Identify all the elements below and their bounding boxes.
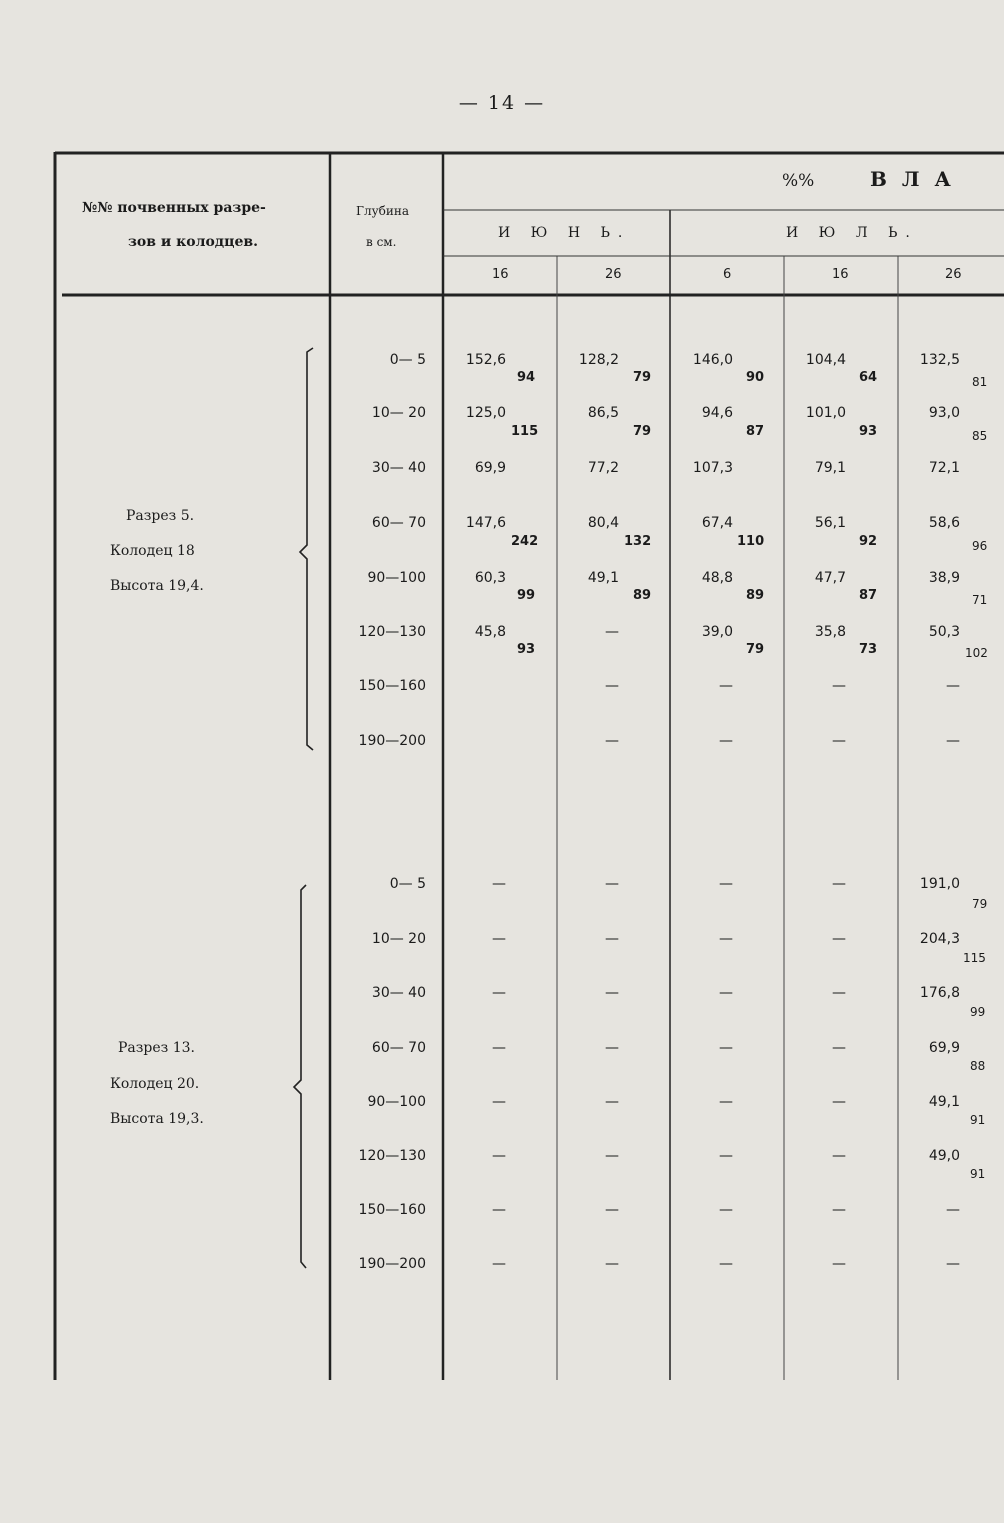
header-date: 16: [832, 267, 849, 282]
value-cell: —: [719, 931, 733, 947]
value-cell: 79,1: [814, 460, 846, 476]
sub-value: 73: [859, 642, 878, 657]
value-cell: 204,3: [919, 931, 960, 947]
depth-cell: 10— 20: [371, 931, 426, 947]
page-number: — 14 —: [458, 92, 546, 114]
depth-cell: 0— 5: [389, 876, 426, 892]
sub-value: 85: [972, 429, 988, 443]
value-cell: —: [605, 624, 619, 640]
value-cell: —: [832, 733, 846, 749]
sub-value: 96: [972, 539, 988, 553]
value-cell: —: [605, 931, 619, 947]
sub-value: 81: [972, 375, 988, 389]
value-cell: —: [492, 985, 506, 1001]
value-cell: —: [605, 733, 619, 749]
sub-value: 88: [970, 1059, 986, 1073]
section1-label-line2: Колодец 18: [110, 543, 195, 559]
value-cell: —: [605, 1256, 619, 1272]
depth-cell: 90—100: [367, 1094, 426, 1110]
header-col1-line2: зов и колодцев.: [128, 234, 258, 250]
value-cell: 72,1: [928, 460, 960, 476]
header-date: 26: [605, 267, 622, 282]
value-cell: —: [832, 876, 846, 892]
value-cell: 93,0: [928, 405, 960, 421]
value-cell: —: [832, 985, 846, 1001]
value-cell: 49,1: [587, 570, 619, 586]
sub-value: 90: [746, 370, 765, 385]
value-cell: 125,0: [465, 405, 506, 421]
value-cell: 86,5: [587, 405, 619, 421]
depth-cell: 0— 5: [389, 352, 426, 368]
value-cell: 101,0: [805, 405, 846, 421]
sub-value: 102: [965, 646, 988, 660]
value-cell: —: [605, 1094, 619, 1110]
value-cell: —: [492, 876, 506, 892]
value-cell: 176,8: [919, 985, 960, 1001]
section2-label-line2: Колодец 20.: [110, 1076, 200, 1092]
value-cell: —: [492, 1148, 506, 1164]
value-cell: —: [719, 1256, 733, 1272]
value-cell: —: [492, 1094, 506, 1110]
value-cell: —: [719, 733, 733, 749]
value-cell: —: [719, 678, 733, 694]
section2-label-line3: Высота 19,3.: [110, 1111, 204, 1127]
value-cell: 49,1: [928, 1094, 960, 1110]
sub-value: 115: [511, 424, 539, 439]
value-cell: 128,2: [578, 352, 619, 368]
sub-value: 89: [633, 588, 652, 603]
header-date: 6: [723, 267, 732, 282]
header-month-june: И Ю Н Ь.: [498, 225, 631, 241]
value-cell: 69,9: [928, 1040, 960, 1056]
value-cell: 58,6: [928, 515, 960, 531]
sub-value: 110: [737, 534, 765, 549]
value-cell: 67,4: [701, 515, 733, 531]
depth-cell: 150—160: [358, 678, 426, 694]
value-cell: 191,0: [919, 876, 960, 892]
value-cell: 80,4: [587, 515, 619, 531]
depth-cell: 10— 20: [371, 405, 426, 421]
value-cell: —: [946, 1256, 960, 1272]
value-cell: —: [719, 1148, 733, 1164]
value-cell: 146,0: [692, 352, 733, 368]
value-cell: 48,8: [701, 570, 733, 586]
value-cell: —: [719, 876, 733, 892]
value-cell: 77,2: [587, 460, 619, 476]
value-cell: —: [605, 876, 619, 892]
sub-value: 71: [972, 593, 988, 607]
sub-value: 64: [859, 370, 878, 385]
value-cell: 49,0: [928, 1148, 960, 1164]
header-date: 26: [945, 267, 962, 282]
depth-cell: 30— 40: [371, 460, 426, 476]
value-cell: —: [946, 678, 960, 694]
header-col2-line2: в см.: [366, 235, 397, 249]
value-cell: 104,4: [805, 352, 846, 368]
value-cell: 94,6: [701, 405, 733, 421]
section2-label-line1: Разрез 13.: [118, 1040, 195, 1056]
depth-cell: 120—130: [358, 1148, 426, 1164]
value-cell: —: [946, 1202, 960, 1218]
sub-value: 79: [633, 370, 652, 385]
value-cell: 147,6: [465, 515, 506, 531]
depth-cell: 120—130: [358, 624, 426, 640]
value-cell: 39,0: [701, 624, 733, 640]
depth-cell: 30— 40: [371, 985, 426, 1001]
sub-value: 91: [970, 1167, 986, 1181]
value-cell: —: [492, 1040, 506, 1056]
header-percent: %%: [782, 171, 815, 191]
section1-label-line1: Разрез 5.: [126, 508, 195, 524]
value-cell: —: [832, 1202, 846, 1218]
depth-cell: 90—100: [367, 570, 426, 586]
value-cell: 60,3: [474, 570, 506, 586]
sub-value: 94: [517, 370, 536, 385]
value-cell: 45,8: [474, 624, 506, 640]
value-cell: —: [605, 678, 619, 694]
value-cell: —: [719, 1094, 733, 1110]
value-cell: —: [492, 1256, 506, 1272]
section1-label-line3: Высота 19,4.: [110, 578, 204, 594]
sub-value: 242: [511, 534, 539, 549]
header-date: 16: [492, 267, 509, 282]
depth-cell: 190—200: [358, 1256, 426, 1272]
value-cell: 35,8: [814, 624, 846, 640]
sub-value: 93: [859, 424, 878, 439]
value-cell: —: [605, 985, 619, 1001]
sub-value: 87: [746, 424, 765, 439]
value-cell: 107,3: [692, 460, 733, 476]
value-cell: 69,9: [474, 460, 506, 476]
value-cell: 56,1: [814, 515, 846, 531]
value-cell: —: [719, 985, 733, 1001]
value-cell: —: [719, 1040, 733, 1056]
value-cell: —: [492, 1202, 506, 1218]
sub-value: 115: [963, 951, 986, 965]
sub-value: 92: [859, 534, 878, 549]
value-cell: 152,6: [465, 352, 506, 368]
value-cell: —: [492, 931, 506, 947]
value-cell: —: [605, 1202, 619, 1218]
value-cell: —: [832, 1094, 846, 1110]
depth-cell: 150—160: [358, 1202, 426, 1218]
value-cell: —: [832, 931, 846, 947]
value-cell: —: [832, 1256, 846, 1272]
value-cell: —: [719, 1202, 733, 1218]
sub-value: 79: [972, 897, 988, 911]
header-col2-line1: Глубина: [356, 204, 410, 218]
value-cell: —: [605, 1040, 619, 1056]
value-cell: —: [605, 1148, 619, 1164]
sub-value: 89: [746, 588, 765, 603]
header-month-july: И Ю Л Ь.: [786, 225, 918, 241]
value-cell: —: [946, 733, 960, 749]
sub-value: 99: [970, 1005, 986, 1019]
value-cell: —: [832, 678, 846, 694]
depth-cell: 190—200: [358, 733, 426, 749]
sub-value: 93: [517, 642, 536, 657]
value-cell: 132,5: [919, 352, 960, 368]
sub-value: 91: [970, 1113, 986, 1127]
value-cell: 47,7: [814, 570, 846, 586]
sub-value: 99: [517, 588, 536, 603]
value-cell: —: [832, 1148, 846, 1164]
value-cell: 50,3: [928, 624, 960, 640]
sub-value: 79: [746, 642, 765, 657]
header-big-word: В Л А: [870, 167, 955, 191]
depth-cell: 60— 70: [371, 1040, 426, 1056]
value-cell: —: [832, 1040, 846, 1056]
sub-value: 132: [624, 534, 652, 549]
value-cell: 38,9: [928, 570, 960, 586]
sub-value: 79: [633, 424, 652, 439]
header-col1-line1: №№ почвенных разре-: [82, 200, 266, 216]
depth-cell: 60— 70: [371, 515, 426, 531]
sub-value: 87: [859, 588, 878, 603]
